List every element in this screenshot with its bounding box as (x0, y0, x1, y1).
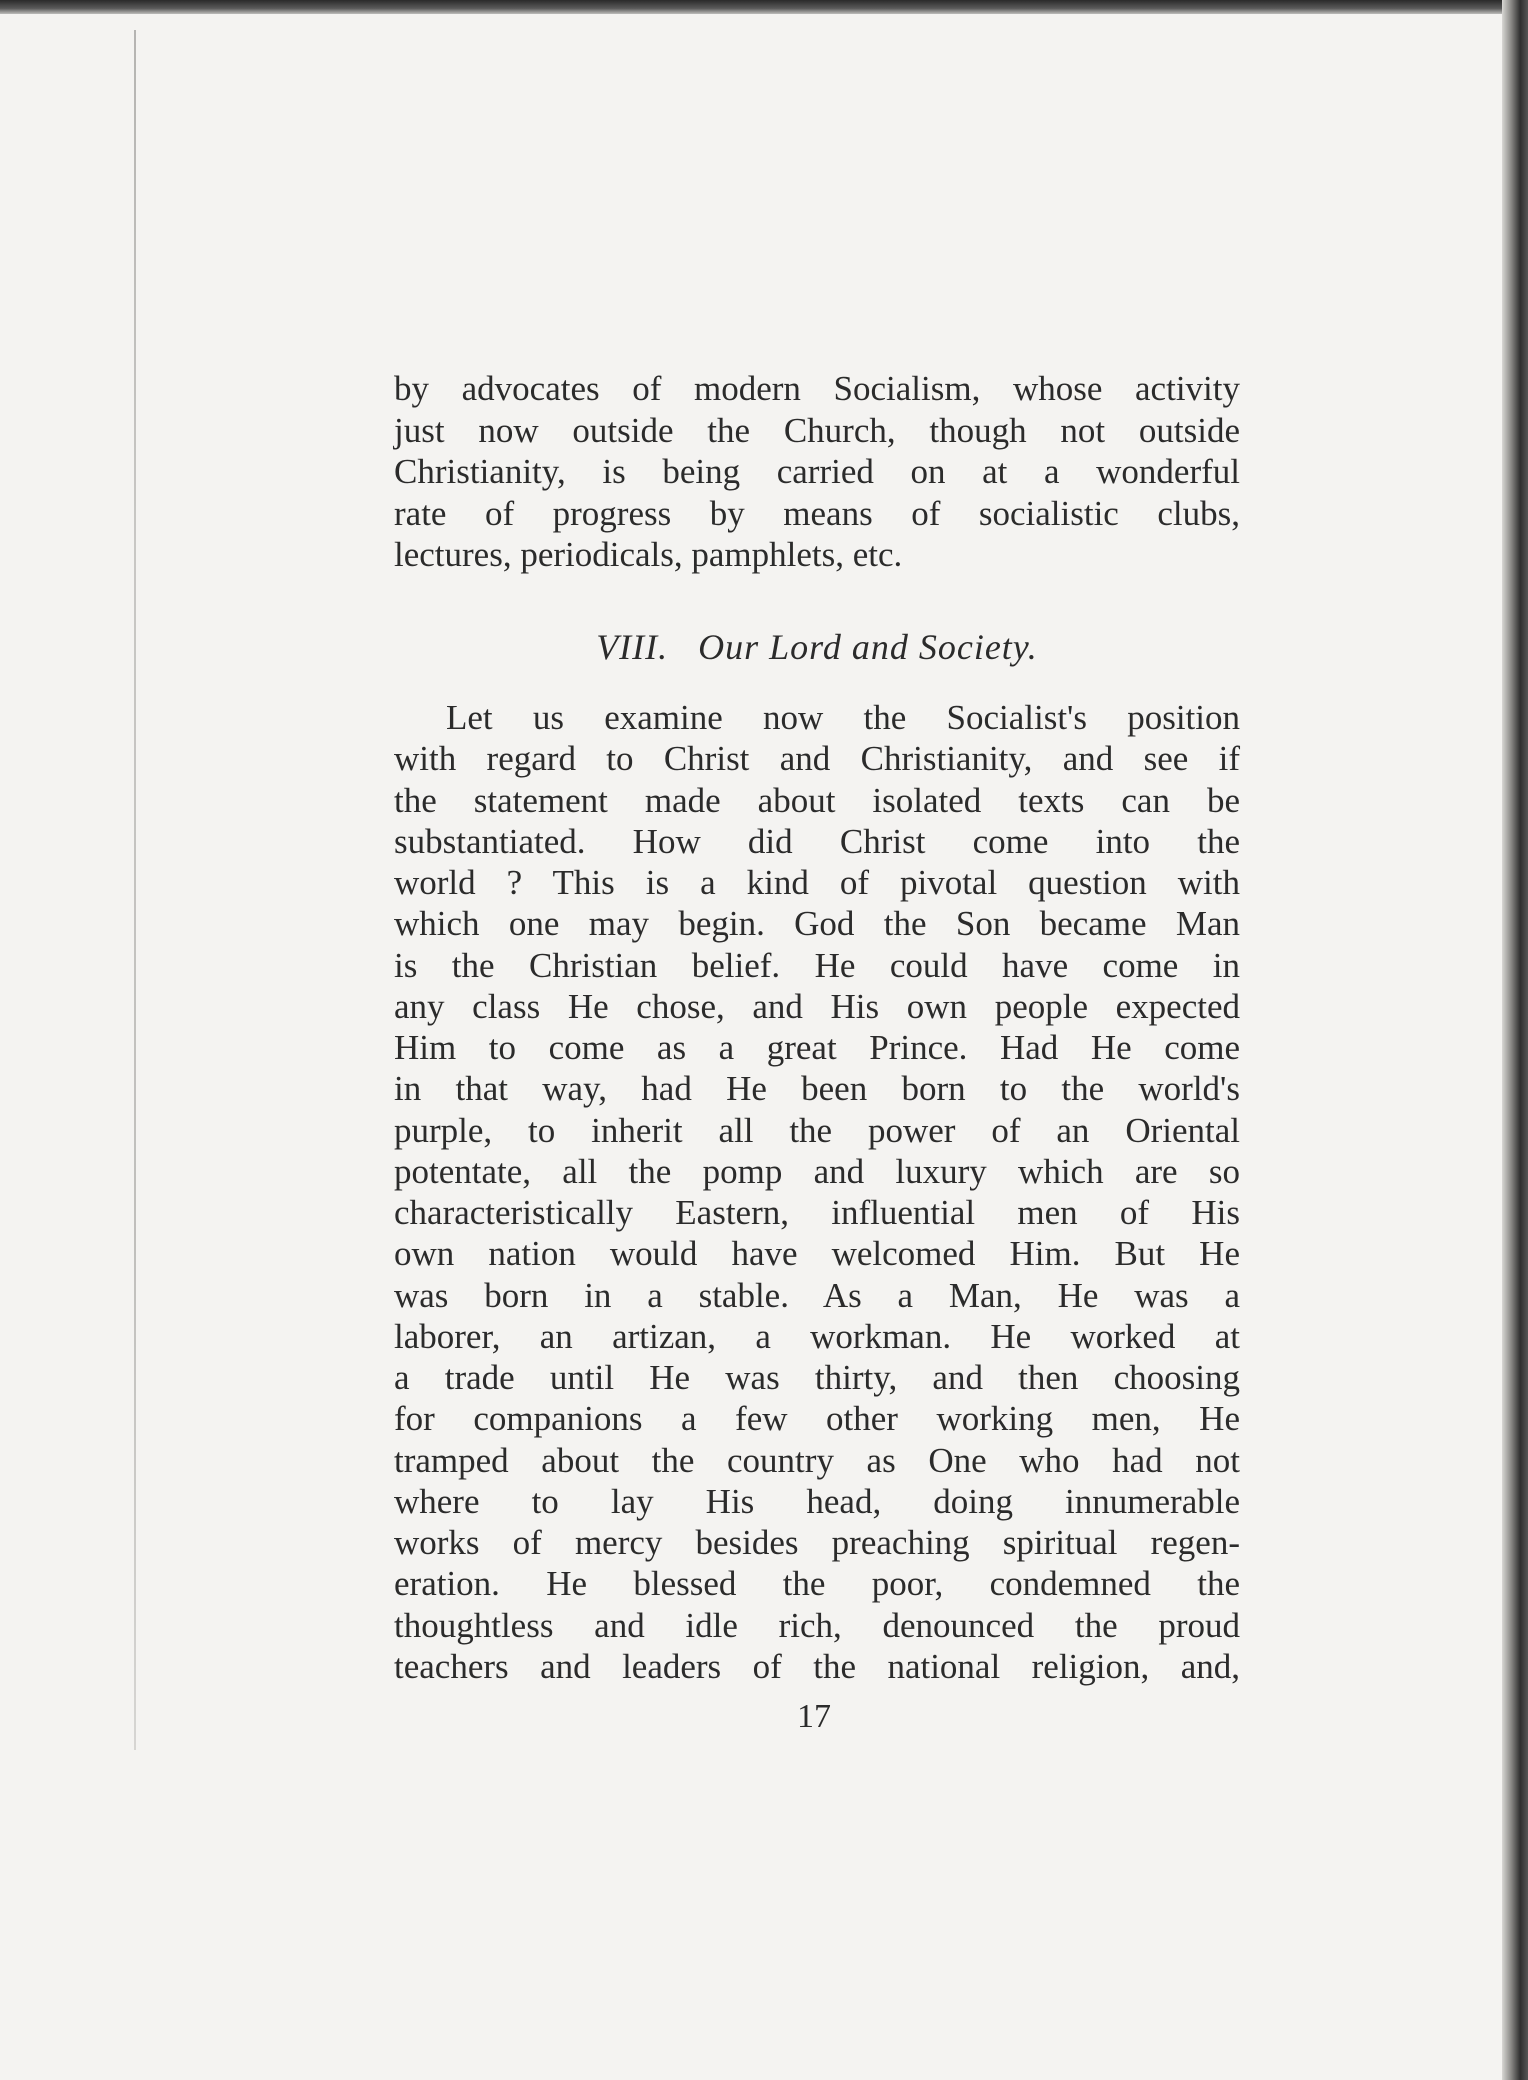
text-line: teachers and leaders of the national religion, and, (394, 1646, 1240, 1686)
text-line: Him to come as a great Prince. Had He come (394, 1028, 1240, 1067)
text-line: Let us examine now the Socialist's position (446, 698, 1240, 737)
text-line: by advocates of modern Socialism, whose activity (394, 369, 1240, 408)
section-heading: VIII. Our Lord and Society. (596, 627, 1038, 667)
text-line: purple, to inherit all the power of an Oriental (394, 1110, 1240, 1150)
text-line: eration. He blessed the poor, condemned the (394, 1564, 1240, 1604)
text-line: characteristically Eastern, influential men of His (394, 1193, 1240, 1232)
text-line: in that way, had He been born to the world's (394, 1069, 1240, 1109)
book-spine-edge (1502, 0, 1528, 2080)
text-line: world ? This is a kind of pivotal question with (394, 863, 1240, 902)
text-line: with regard to Christ and Christianity, and see if (394, 739, 1240, 779)
text-line: own nation would have welcomed Him. But He (394, 1234, 1240, 1274)
text-line: works of mercy besides preaching spiritual regen- (394, 1523, 1240, 1562)
text-line: the statement made about isolated texts can be (394, 780, 1240, 820)
text-line: lectures, periodicals, pamphlets, etc. (394, 535, 903, 575)
text-line: rate of progress by means of socialistic clubs, (394, 493, 1240, 533)
body-paragraph (394, 697, 1240, 1687)
text-line: thoughtless and idle rich, denounced the proud (394, 1605, 1240, 1645)
text-line: any class He chose, and His own people expected (394, 986, 1240, 1026)
text-line: tramped about the country as One who had not (394, 1440, 1240, 1480)
continuation-paragraph (394, 368, 1240, 576)
text-line: was born in a stable. As a Man, He was a (394, 1275, 1240, 1315)
text-line: which one may begin. God the Son became Man (394, 904, 1240, 944)
text-line: potentate, all the pomp and luxury which are so (394, 1151, 1240, 1191)
text-line: just now outside the Church, though not outside (394, 410, 1240, 450)
page-number: 17 (797, 1698, 831, 1735)
text-line: laborer, an artizan, a workman. He worked at (394, 1316, 1240, 1356)
text-line: substantiated. How did Christ come into the (394, 821, 1240, 861)
text-line: where to lay His head, doing innumerable (394, 1481, 1240, 1521)
scan-top-edge (0, 0, 1528, 14)
text-line: a trade until He was thirty, and then choosing (394, 1358, 1240, 1397)
text-line: is the Christian belief. He could have come in (394, 945, 1240, 985)
page-gutter (134, 30, 136, 1750)
text-line: for companions a few other working men, He (394, 1399, 1240, 1439)
text-line: Christianity, is being carried on at a wonderful (394, 452, 1240, 492)
